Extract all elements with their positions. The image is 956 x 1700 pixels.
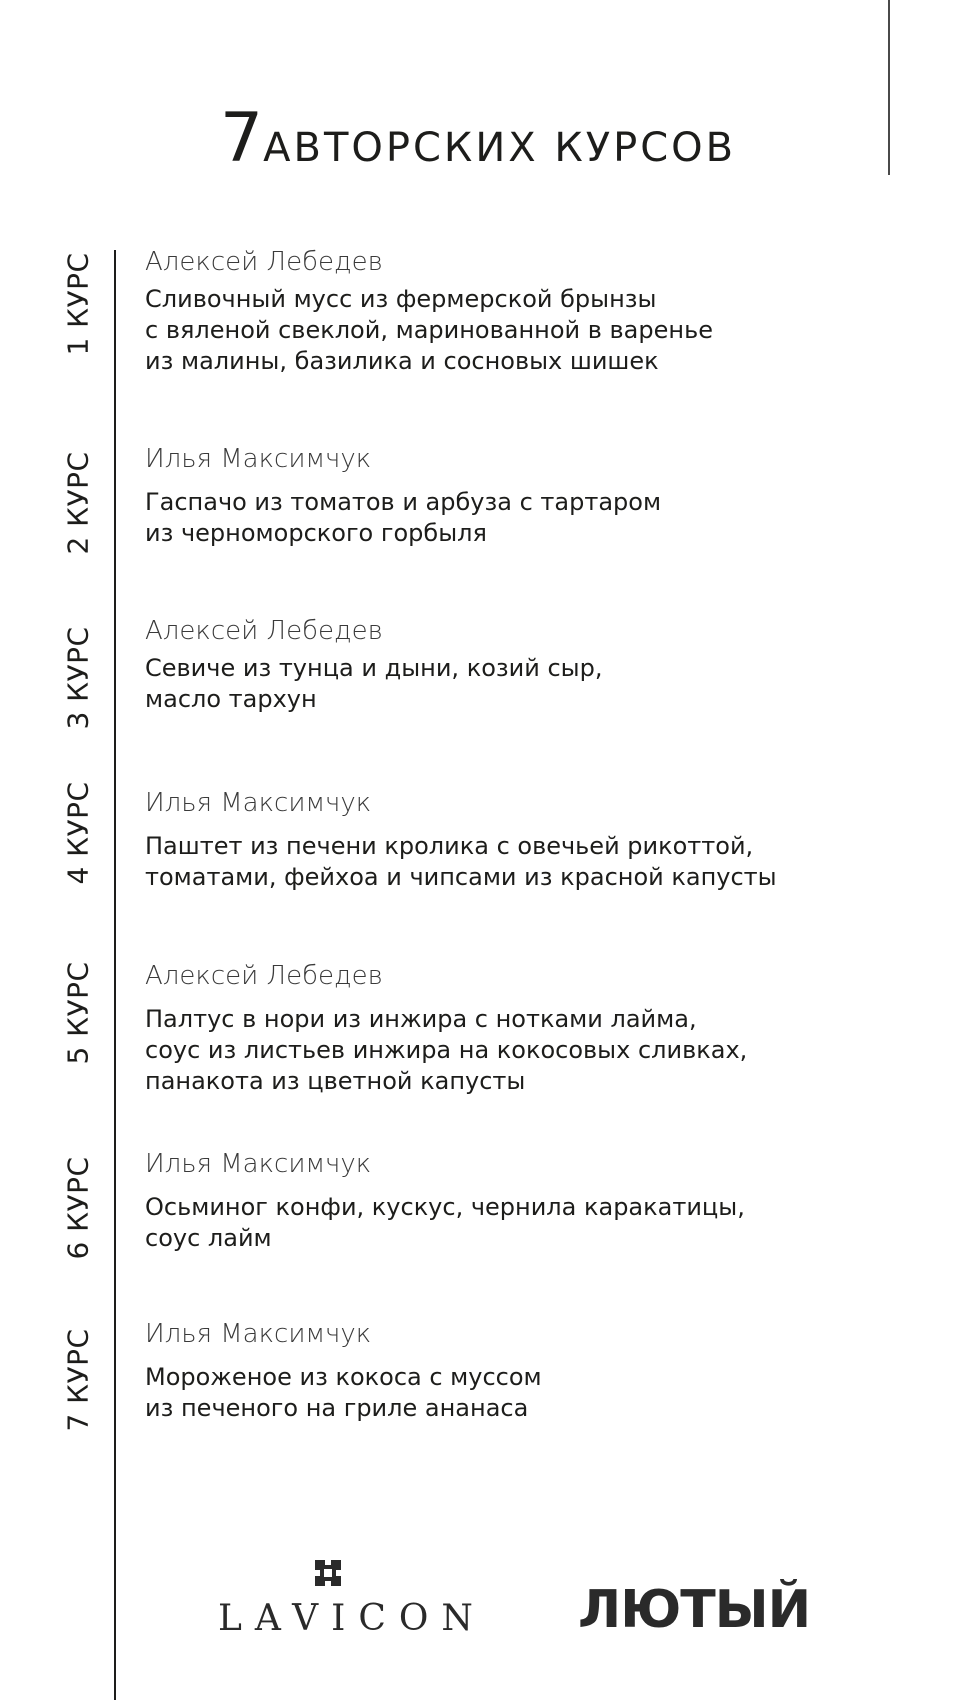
dish-line: масло тархун bbox=[145, 685, 317, 713]
lyuty-logo: ЛЮТЫЙ bbox=[578, 1580, 811, 1640]
course-label: 1 КУРС bbox=[61, 252, 95, 356]
dish-line: из малины, базилика и сосновых шишек bbox=[145, 347, 659, 375]
course-label: 6 КУРС bbox=[61, 1156, 95, 1260]
title-text: АВТОРСКИХ КУРСОВ bbox=[263, 125, 737, 171]
dish-line: Осьминог конфи, кускус, чернила каракатицы, bbox=[145, 1193, 745, 1221]
lavicon-logo bbox=[218, 1558, 486, 1658]
dish-line: из печеного на гриле ананаса bbox=[145, 1394, 529, 1422]
chef-name: Илья Максимчук bbox=[145, 1149, 372, 1179]
dish-description bbox=[145, 831, 777, 893]
dish-description bbox=[145, 653, 602, 715]
chef-name: Алексей Лебедев bbox=[145, 616, 383, 646]
chef-name: Алексей Лебедев bbox=[145, 961, 383, 991]
dish-description bbox=[145, 284, 713, 377]
dish-line: Сливочный мусс из фермерской брынзы bbox=[145, 285, 657, 313]
dish-line: Гаспачо из томатов и арбуза с тартаром bbox=[145, 488, 662, 516]
left-vertical-divider bbox=[114, 250, 116, 1700]
dish-description bbox=[145, 1192, 745, 1254]
dish-line: соус из листьев инжира на кокосовых сливках, bbox=[145, 1036, 748, 1064]
dish-line: Севиче из тунца и дыни, козий сыр, bbox=[145, 654, 603, 682]
dish-line: томатами, фейхоа и чипсами из красной капусты bbox=[145, 863, 777, 891]
course-label: 3 КУРС bbox=[61, 626, 95, 730]
title-number: 7 bbox=[219, 99, 264, 178]
dish-description bbox=[145, 1362, 542, 1424]
dish-line: Палтус в нори из инжира с нотками лайма, bbox=[145, 1005, 697, 1033]
dish-line: соус лайм bbox=[145, 1224, 272, 1252]
dish-line: из черноморского горбыля bbox=[145, 519, 487, 547]
course-label: 2 КУРС bbox=[61, 451, 95, 555]
page-title bbox=[0, 99, 956, 178]
course-label: 7 КУРС bbox=[61, 1328, 95, 1432]
dish-line: панакота из цветной капусты bbox=[145, 1067, 526, 1095]
chef-name: Илья Максимчук bbox=[145, 788, 372, 818]
lavicon-wordmark: LAVICON bbox=[218, 1598, 486, 1639]
chef-name: Илья Максимчук bbox=[145, 1319, 372, 1349]
course-label: 4 КУРС bbox=[61, 781, 95, 885]
dish-line: Мороженое из кокоса с муссом bbox=[145, 1363, 542, 1391]
chef-name: Алексей Лебедев bbox=[145, 247, 383, 277]
course-label: 5 КУРС bbox=[61, 961, 95, 1065]
lavicon-mark-icon bbox=[313, 1558, 343, 1588]
dish-description bbox=[145, 487, 661, 549]
dish-description bbox=[145, 1004, 747, 1097]
chef-name: Илья Максимчук bbox=[145, 444, 372, 474]
dish-line: с вяленой свеклой, маринованной в варенье bbox=[145, 316, 713, 344]
dish-line: Паштет из печени кролика с овечьей рикоттой, bbox=[145, 832, 754, 860]
